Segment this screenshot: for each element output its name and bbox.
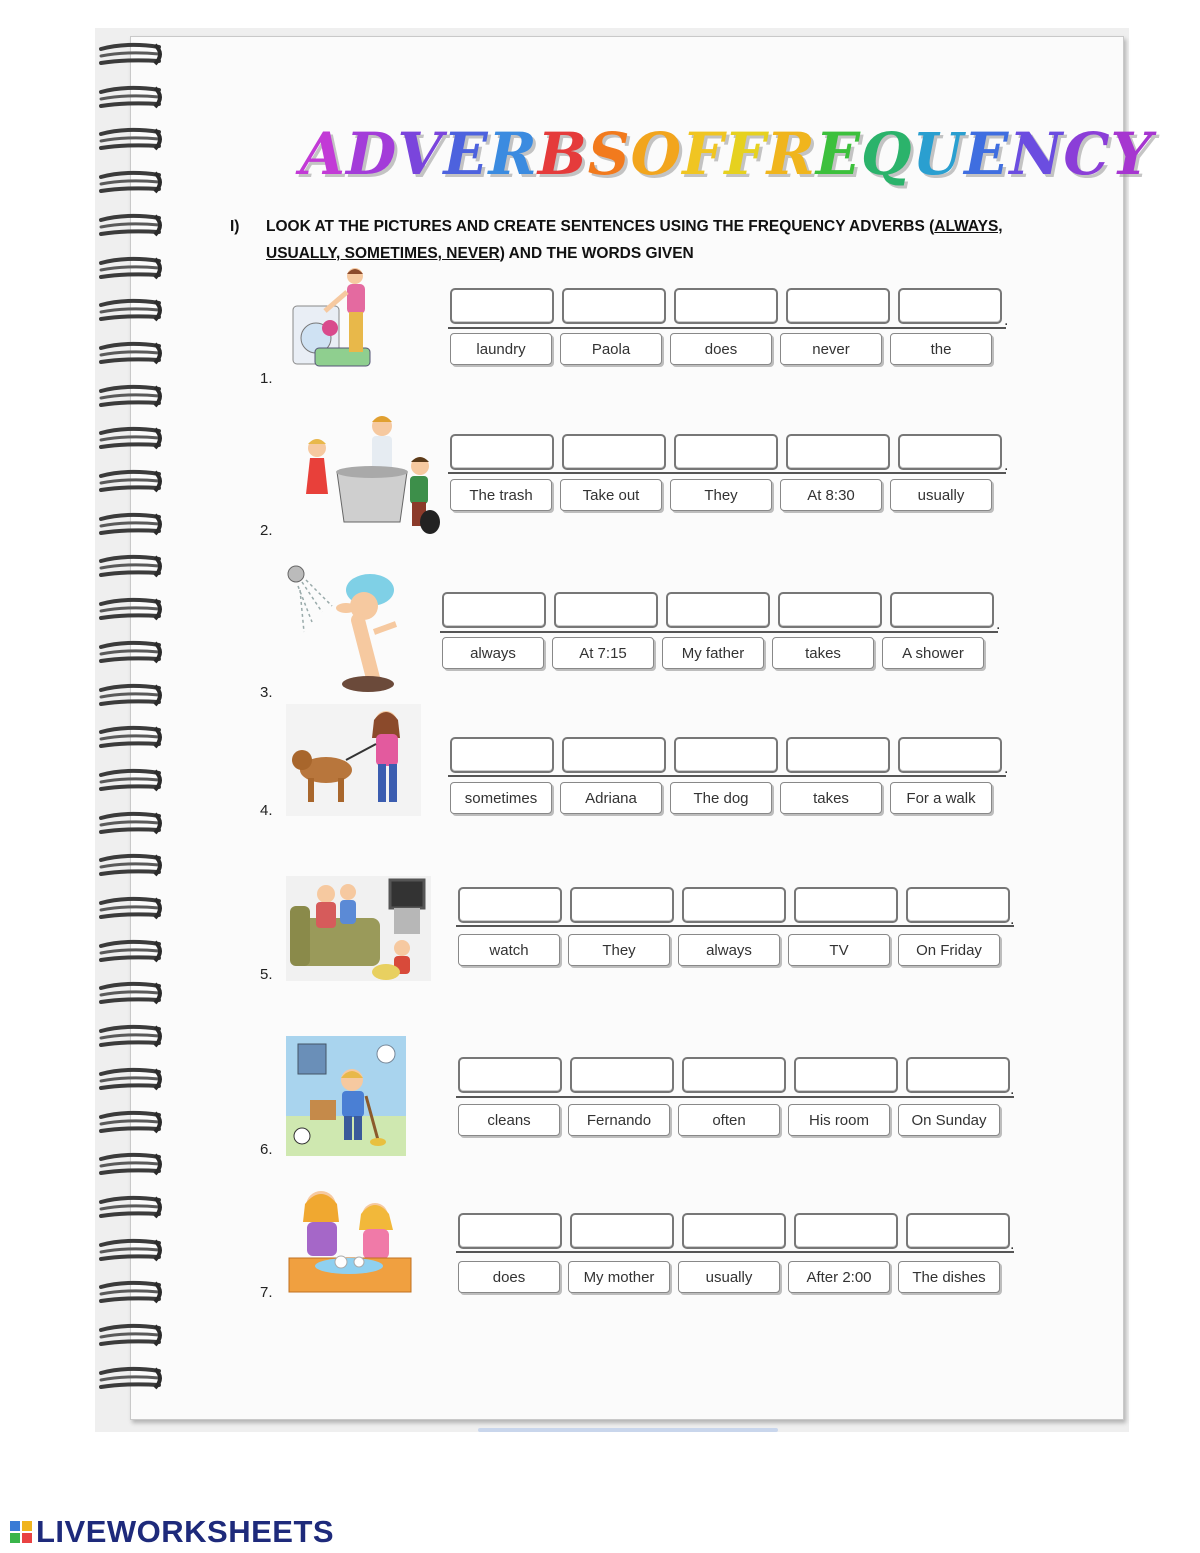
answer-drop-box[interactable]: [458, 887, 562, 923]
answer-drop-box[interactable]: [786, 737, 890, 773]
spiral-ring: [97, 510, 163, 538]
spiral-ring: [97, 851, 163, 879]
woman-doing-laundry-picture: [285, 266, 395, 381]
sentence-period: .: [1010, 1236, 1015, 1253]
answer-drop-box[interactable]: [778, 592, 882, 628]
word-tile[interactable]: TV: [788, 934, 890, 966]
item-number: 6.: [260, 1141, 273, 1158]
answer-drop-box[interactable]: [570, 1213, 674, 1249]
answer-line: [456, 1096, 1014, 1098]
spiral-ring: [97, 894, 163, 922]
answer-drop-box[interactable]: [554, 592, 658, 628]
word-tile[interactable]: always: [678, 934, 780, 966]
word-tile[interactable]: sometimes: [450, 782, 552, 814]
word-tile[interactable]: My father: [662, 637, 764, 669]
item-number: 3.: [260, 684, 273, 701]
word-tile[interactable]: does: [670, 333, 772, 365]
answer-boxes: [450, 288, 1002, 324]
answer-drop-box[interactable]: [682, 1213, 786, 1249]
section-number: I): [230, 218, 240, 235]
answer-drop-box[interactable]: [890, 592, 994, 628]
family-taking-out-trash-picture: [292, 412, 442, 547]
spiral-ring: [97, 1364, 163, 1392]
answer-drop-box[interactable]: [666, 592, 770, 628]
answer-drop-box[interactable]: [786, 288, 890, 324]
word-bank: [450, 782, 992, 814]
answer-boxes: [450, 434, 1002, 470]
answer-drop-box[interactable]: [674, 737, 778, 773]
answer-drop-box[interactable]: [898, 434, 1002, 470]
word-bank: [458, 934, 1000, 966]
answer-drop-box[interactable]: [682, 1057, 786, 1093]
answer-drop-box[interactable]: [570, 1057, 674, 1093]
answer-boxes: [458, 1057, 1010, 1093]
family-watching-tv-picture: [286, 876, 431, 986]
answer-drop-box[interactable]: [794, 1057, 898, 1093]
answer-boxes: [458, 887, 1010, 923]
spiral-ring: [97, 339, 163, 367]
answer-drop-box[interactable]: [906, 1213, 1010, 1249]
word-tile[interactable]: At 7:15: [552, 637, 654, 669]
word-tile[interactable]: The dog: [670, 782, 772, 814]
word-tile[interactable]: laundry: [450, 333, 552, 365]
word-bank: [442, 637, 984, 669]
spiral-ring: [97, 979, 163, 1007]
spiral-ring: [97, 83, 163, 111]
word-tile[interactable]: often: [678, 1104, 780, 1136]
word-tile[interactable]: never: [780, 333, 882, 365]
spiral-ring: [97, 766, 163, 794]
instructions: [230, 213, 1020, 267]
word-tile[interactable]: A shower: [882, 637, 984, 669]
girls-washing-dishes-picture: [285, 1182, 415, 1302]
item-number: 5.: [260, 966, 273, 983]
spiral-ring: [97, 1236, 163, 1264]
spiral-ring: [97, 168, 163, 196]
word-tile[interactable]: For a walk: [890, 782, 992, 814]
spiral-ring: [97, 467, 163, 495]
footer-logo: [10, 1515, 334, 1549]
boy-cleaning-room-picture: [286, 1036, 406, 1161]
spiral-ring: [97, 211, 163, 239]
answer-drop-box[interactable]: [570, 887, 674, 923]
spiral-ring: [97, 681, 163, 709]
answer-drop-box[interactable]: [674, 434, 778, 470]
spiral-ring: [97, 382, 163, 410]
answer-drop-box[interactable]: [794, 1213, 898, 1249]
answer-drop-box[interactable]: [898, 288, 1002, 324]
liveworksheets-logo-icon: [10, 1521, 32, 1543]
scroll-hint: [478, 1428, 778, 1432]
word-tile[interactable]: Fernando: [568, 1104, 670, 1136]
answer-drop-box[interactable]: [898, 737, 1002, 773]
answer-drop-box[interactable]: [794, 887, 898, 923]
word-bank: [458, 1104, 1000, 1136]
answer-drop-box[interactable]: [786, 434, 890, 470]
spiral-ring: [97, 1150, 163, 1178]
sentence-period: .: [1004, 312, 1009, 329]
sentence-period: .: [1010, 911, 1015, 928]
word-tile[interactable]: After 2:00: [788, 1261, 890, 1293]
spiral-ring: [97, 254, 163, 282]
answer-line: [456, 1251, 1014, 1253]
spiral-ring: [97, 937, 163, 965]
word-tile[interactable]: Adriana: [560, 782, 662, 814]
spiral-binding: [95, 40, 175, 1410]
word-tile[interactable]: takes: [772, 637, 874, 669]
sentence-period: .: [1004, 760, 1009, 777]
answer-drop-box[interactable]: [458, 1213, 562, 1249]
instructions-text: LOOK AT THE PICTURES AND CREATE SENTENCES USING THE FREQUENCY ADVERBS (ALWAYS, USUALLY, SOMETIMES, NEVER) AND THE WORDS GIVEN: [266, 218, 1003, 262]
item-number: 2.: [260, 522, 273, 539]
word-tile[interactable]: the: [890, 333, 992, 365]
word-tile[interactable]: At 8:30: [780, 479, 882, 511]
spiral-ring: [97, 40, 163, 68]
spiral-ring: [97, 552, 163, 580]
answer-drop-box[interactable]: [682, 887, 786, 923]
answer-line: [448, 472, 1006, 474]
spiral-ring: [97, 1108, 163, 1136]
item-number: 1.: [260, 370, 273, 387]
girl-walking-dog-picture: [286, 704, 421, 821]
word-tile[interactable]: always: [442, 637, 544, 669]
word-tile[interactable]: watch: [458, 934, 560, 966]
spiral-ring: [97, 595, 163, 623]
answer-drop-box[interactable]: [442, 592, 546, 628]
word-tile[interactable]: My mother: [568, 1261, 670, 1293]
answer-line: [456, 925, 1014, 927]
answer-drop-box[interactable]: [906, 887, 1010, 923]
answer-boxes: [442, 592, 994, 628]
word-bank: [450, 479, 992, 511]
answer-line: [440, 631, 998, 633]
word-bank: [458, 1261, 1000, 1293]
spiral-ring: [97, 1065, 163, 1093]
word-tile[interactable]: does: [458, 1261, 560, 1293]
answer-drop-box[interactable]: [450, 737, 554, 773]
man-taking-shower-picture: [282, 562, 412, 707]
spiral-ring: [97, 296, 163, 324]
word-tile[interactable]: They: [568, 934, 670, 966]
word-tile[interactable]: They: [670, 479, 772, 511]
spiral-ring: [97, 1022, 163, 1050]
word-tile[interactable]: On Sunday: [898, 1104, 1000, 1136]
answer-boxes: [458, 1213, 1010, 1249]
answer-line: [448, 327, 1006, 329]
answer-drop-box[interactable]: [458, 1057, 562, 1093]
liveworksheets-brand: LIVEWORKSHEETS: [36, 1514, 335, 1549]
word-tile[interactable]: The dishes: [898, 1261, 1000, 1293]
word-tile[interactable]: cleans: [458, 1104, 560, 1136]
answer-drop-box[interactable]: [562, 288, 666, 324]
spiral-ring: [97, 809, 163, 837]
word-tile[interactable]: The trash: [450, 479, 552, 511]
answer-drop-box[interactable]: [674, 288, 778, 324]
answer-drop-box[interactable]: [562, 434, 666, 470]
word-bank: [450, 333, 992, 365]
spiral-ring: [97, 424, 163, 452]
spiral-ring: [97, 1193, 163, 1221]
word-tile[interactable]: usually: [890, 479, 992, 511]
spiral-ring: [97, 1321, 163, 1349]
answer-drop-box[interactable]: [450, 288, 554, 324]
item-number: 4.: [260, 802, 273, 819]
sentence-period: .: [996, 616, 1001, 633]
spiral-ring: [97, 638, 163, 666]
adverbs-list: ALWAYS, USUALLY, SOMETIMES, NEVER: [266, 218, 1003, 262]
worksheet-title: A D V E R B S O F F R E Q U E N C Y: [300, 120, 1153, 188]
word-tile[interactable]: usually: [678, 1261, 780, 1293]
answer-line: [448, 775, 1006, 777]
item-number: 7.: [260, 1284, 273, 1301]
word-tile[interactable]: On Friday: [898, 934, 1000, 966]
word-tile[interactable]: His room: [788, 1104, 890, 1136]
spiral-ring: [97, 125, 163, 153]
word-tile[interactable]: Take out: [560, 479, 662, 511]
word-tile[interactable]: takes: [780, 782, 882, 814]
spiral-ring: [97, 1278, 163, 1306]
word-tile[interactable]: Paola: [560, 333, 662, 365]
sentence-period: .: [1004, 457, 1009, 474]
answer-boxes: [450, 737, 1002, 773]
sentence-period: .: [1010, 1081, 1015, 1098]
spiral-ring: [97, 723, 163, 751]
answer-drop-box[interactable]: [562, 737, 666, 773]
answer-drop-box[interactable]: [450, 434, 554, 470]
answer-drop-box[interactable]: [906, 1057, 1010, 1093]
